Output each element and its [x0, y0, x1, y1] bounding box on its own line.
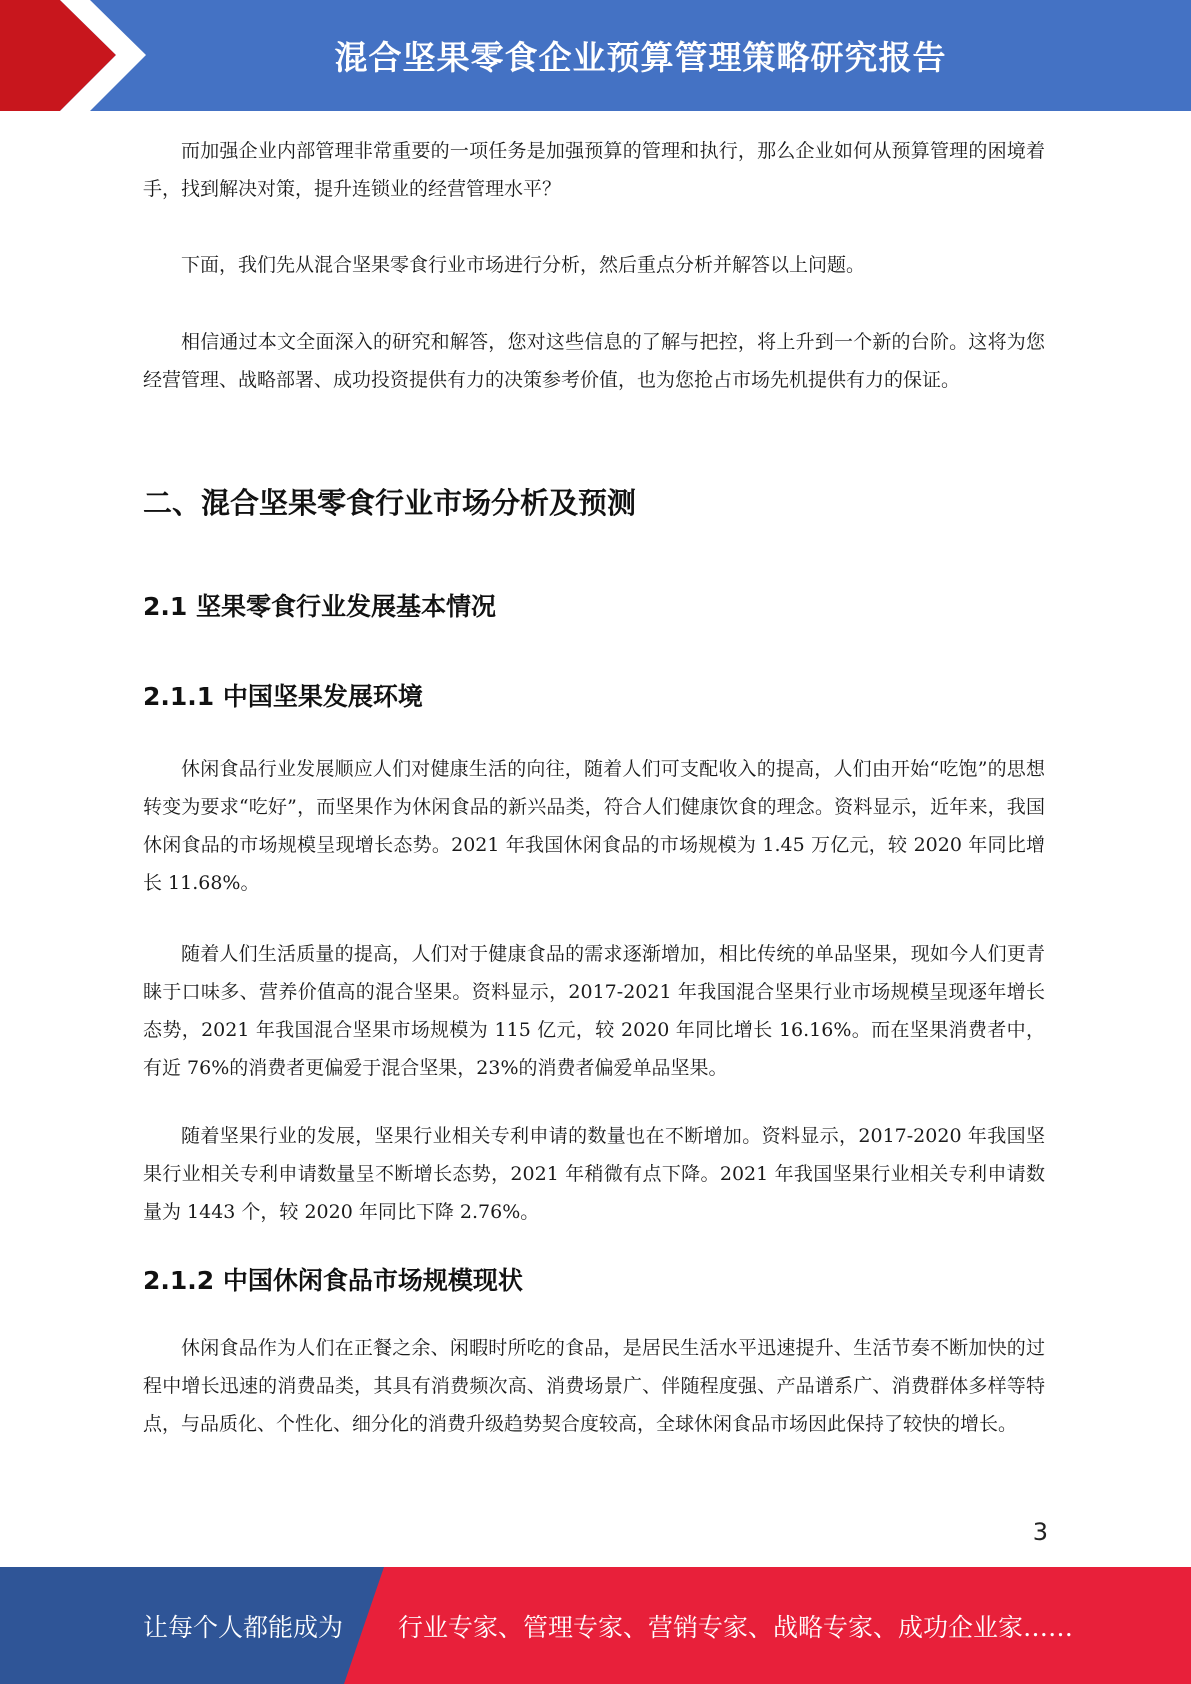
- footer-banner: [0, 1567, 1191, 1684]
- paragraph-intro-2: 下面，我们先从混合坚果零食行业市场进行分析，然后重点分析并解答以上问题。: [181, 254, 866, 276]
- page-number: 3: [1032, 1518, 1048, 1546]
- footer-slogan-left: 让每个人都能成为: [143, 1612, 344, 1642]
- subsection-heading-2-1-1: 2.1.1 中国坚果发展环境: [143, 682, 423, 711]
- footer-slogan-right: 行业专家、管理专家、营销专家、战略专家、成功企业家……: [398, 1612, 1074, 1642]
- subsection-heading-2-1-2: 2.1.2 中国休闲食品市场规模现状: [143, 1266, 523, 1295]
- paragraph-intro-3: 相信通过本文全面深入的研究和解答，您对这些信息的了解与把控，将上升到一个新的台阶。这将为您经营管理、战略部署、成功投资提供有力的决策参考价值，也为您抢占市场先机提供有力的保证。: [143, 331, 1045, 391]
- paragraph-nut-environment-2: 随着人们生活质量的提高，人们对于健康食品的需求逐渐增加，相比传统的单品坚果，现如今人们更青睐于口味多、营养价值高的混合坚果。资料显示，2017-2021 年我国混合坚果行业市场规模呈现逐年增长态势，2021 年我国混合坚果市场规模为 115 亿元，较 2020 年同比增长 16.16%。而在坚果消费者中，有近 76%的消费者更偏爱于混合坚果，23%的消费者偏爱单品坚果。: [143, 943, 1045, 1079]
- paragraph-nut-environment-3: 随着坚果行业的发展，坚果行业相关专利申请的数量也在不断增加。资料显示，2017-2020 年我国坚果行业相关专利申请数量呈不断增长态势，2021 年稍微有点下降。2021 年我国坚果行业相关专利申请数量为 1443 个，较 2020 年同比下降 2.76%。: [143, 1125, 1045, 1223]
- header-bar: [0, 0, 1191, 111]
- paragraph-intro-1: 而加强企业内部管理非常重要的一项任务是加强预算的管理和执行，那么企业如何从预算管理的困境着手，找到解决对策，提升连锁业的经营管理水平？: [143, 140, 1045, 200]
- subsection-heading-2-1: 2.1 坚果零食行业发展基本情况: [143, 592, 496, 621]
- paragraph-nut-environment-1: 休闲食品行业发展顺应人们对健康生活的向往，随着人们可支配收入的提高，人们由开始“吃饱”的思想转变为要求“吃好”，而坚果作为休闲食品的新兴品类，符合人们健康饮食的理念。资料显示，近年来，我国休闲食品的市场规模呈现增长态势。2021 年我国休闲食品的市场规模为 1.45 万亿元，较 2020 年同比增长 11.68%。: [143, 758, 1045, 894]
- report-title: 混合坚果零食企业预算管理策略研究报告: [334, 38, 947, 77]
- paragraph-snack-market: 休闲食品作为人们在正餐之余、闲暇时所吃的食品，是居民生活水平迅速提升、生活节奏不断加快的过程中增长迅速的消费品类，其具有消费频次高、消费场景广、伴随程度强、产品谱系广、消费群体多样等特点，与品质化、个性化、细分化的消费升级趋势契合度较高，全球休闲食品市场因此保持了较快的增长。: [143, 1337, 1045, 1435]
- section-heading-2: 二、混合坚果零食行业市场分析及预测: [143, 486, 637, 520]
